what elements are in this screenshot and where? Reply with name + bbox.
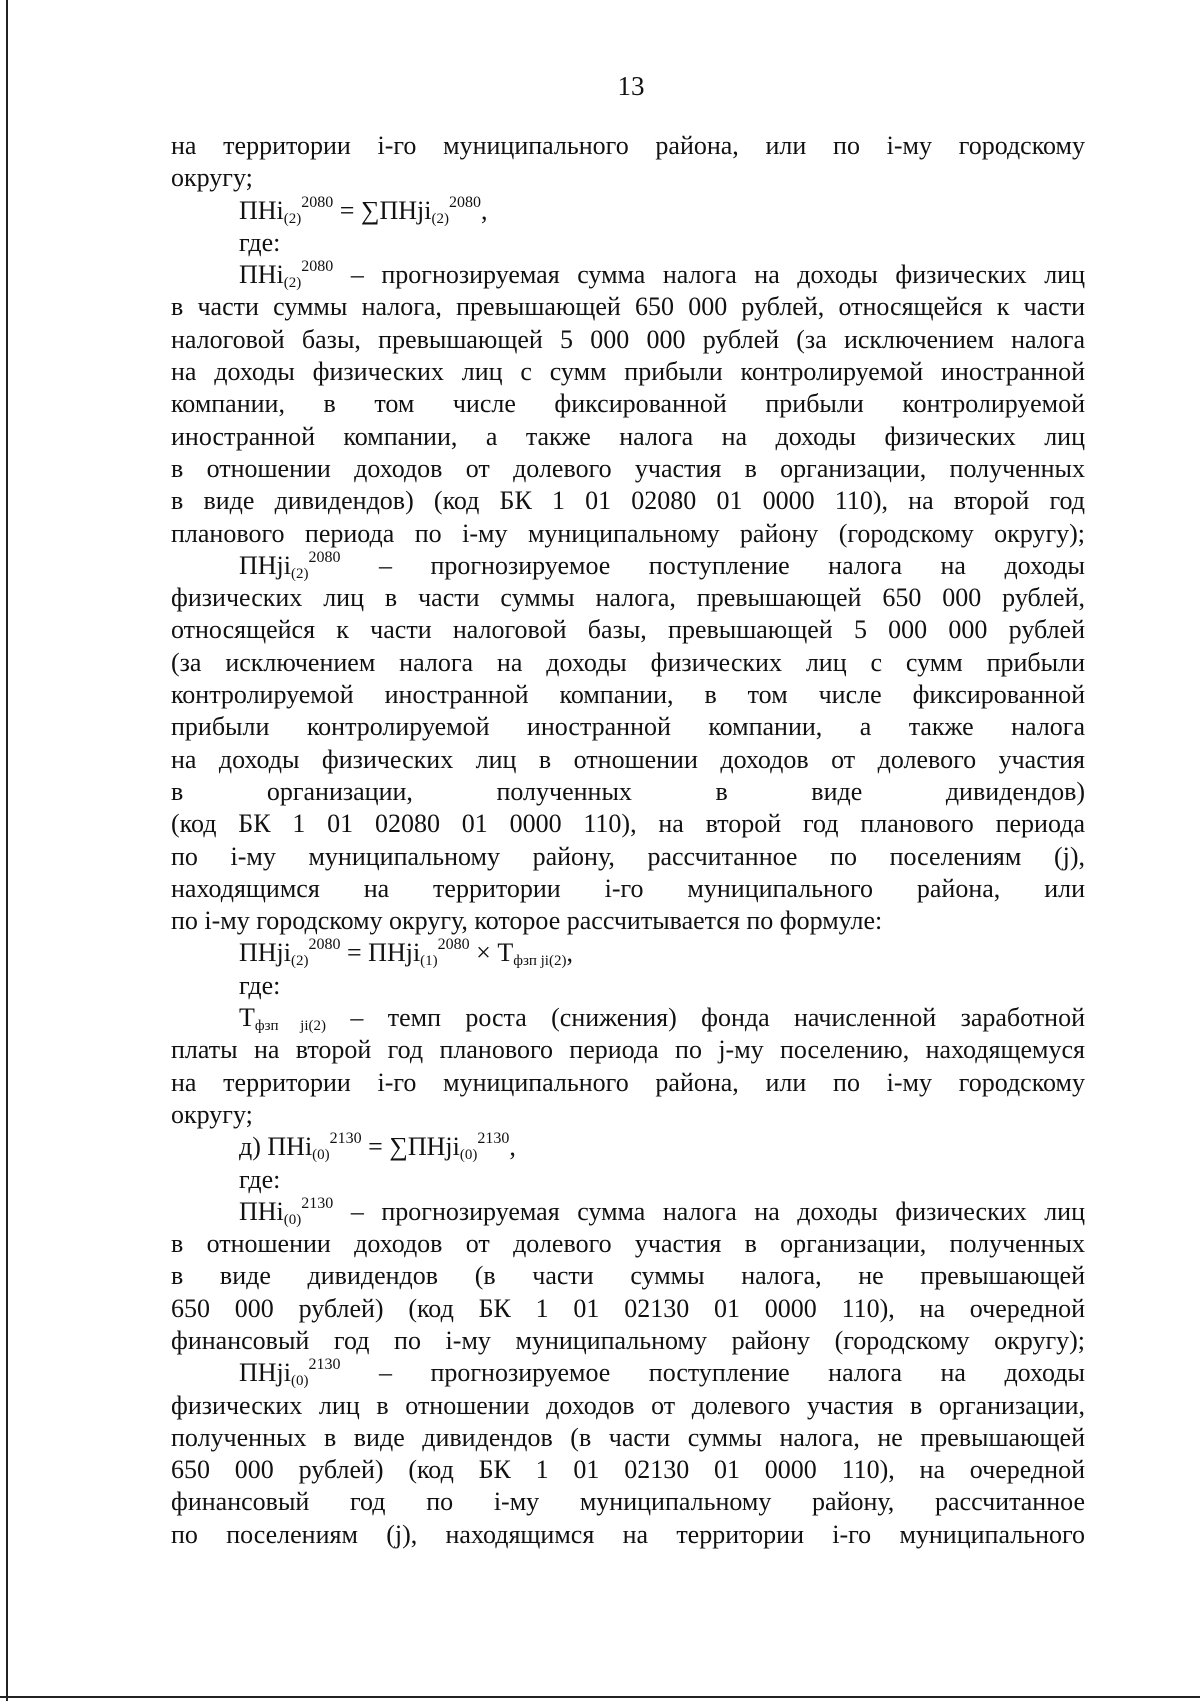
text-line: находящимся на территории i-го муниципального района, или (171, 873, 1085, 903)
text-line: в виде дивидендов (в части суммы налога, не превышающей (171, 1261, 1085, 1291)
text-line: иностранной компании, а также налога на доходы физических лиц (171, 421, 1085, 451)
text-line: ПНi$_{(2)}^{2080}$ – прогнозируемая сумма налога на доходы физических лиц (239, 259, 1085, 292)
text-line: платы на второй год планового периода по j-му поселению, находящемуся (171, 1035, 1085, 1065)
text-line: ПНi$_{(0)}^{2130}$ – прогнозируемая сумма налога на доходы физических лиц (239, 1195, 1085, 1228)
text-line: ПНji$_{(2)}^{2080}$ = ПНji$_{(1)}^{2080}$ × $Т_{фзп ji(2)}$, (239, 937, 573, 970)
text-line: налоговой базы, превышающей 5 000 000 рублей (за исключением налога (171, 324, 1085, 354)
text-line: в отношении доходов от долевого участия в организации, полученных (171, 453, 1085, 483)
text-line: по поселениям (j), находящимся на территории i-го муниципального (171, 1519, 1085, 1549)
text-line: где: (239, 970, 281, 1000)
text-line: полученных в виде дивидендов (в части суммы налога, не превышающей (171, 1422, 1085, 1452)
text-line: округу; (171, 163, 253, 193)
scan-border-bottom (0, 1696, 1200, 1698)
text-line: физических лиц в отношении доходов от долевого участия в организации, (171, 1390, 1085, 1420)
text-line: на территории i-го муниципального района, или по i-му городскому (171, 131, 1085, 160)
page-number: 13 (617, 71, 645, 101)
text-line: на доходы физических лиц в отношении доходов от долевого участия (171, 744, 1085, 774)
text-line: где: (239, 1164, 281, 1194)
text-line: финансовый год по i-му муниципальному району (городскому округу); (171, 1325, 1085, 1355)
text-line: прибыли контролируемой иностранной компании, а также налога (171, 712, 1085, 742)
text-line: по i-му городскому округу, которое рассчитывается по формуле: (171, 906, 883, 936)
text-line: в виде дивидендов) (код БК 1 01 02080 01 0000 110), на второй год (171, 486, 1085, 516)
text-line: компании, в том числе фиксированной прибыли контролируемой (171, 389, 1085, 419)
text-line: где: (239, 227, 281, 257)
text-line: (код БК 1 01 02080 01 0000 110), на второй год планового периода (171, 809, 1085, 839)
scan-border-left (6, 0, 8, 1701)
text-line: округу; (171, 1099, 253, 1129)
text-line: д) ПНi$_{(0)}^{2130}$ = ∑ПНji$_{(0)}^{2130}$, (239, 1131, 516, 1164)
text-line: финансовый год по i-му муниципальному району, рассчитанное (171, 1487, 1085, 1517)
text-line: $Т_{фзп ji(2)}$ – темп роста (снижения) фонда начисленной заработной (239, 1003, 1085, 1035)
text-line: планового периода по i-му муниципальному району (городскому округу); (171, 518, 1085, 548)
text-line: в организации, полученных в виде дивидендов) (171, 776, 1085, 806)
text-line: по i-му муниципальному району, рассчитанное по поселениям (j), (171, 841, 1085, 871)
text-line: 650 000 рублей) (код БК 1 01 02130 01 0000 110), на очередной (171, 1293, 1085, 1323)
text-line: (за исключением налога на доходы физических лиц с сумм прибыли (171, 647, 1085, 677)
text-line: 650 000 рублей) (код БК 1 01 02130 01 0000 110), на очередной (171, 1455, 1085, 1485)
document-body (171, 130, 1085, 1551)
text-line: ПНi$_{(2)}^{2080}$ = ∑ПНji$_{(2)}^{2080}$, (239, 194, 488, 227)
text-line: на территории i-го муниципального района, или по i-му городскому (171, 1067, 1085, 1097)
text-line: физических лиц в части суммы налога, превышающей 650 000 рублей, (171, 583, 1085, 613)
text-line: относящейся к части налоговой базы, превышающей 5 000 000 рублей (171, 615, 1085, 645)
text-line: в части суммы налога, превышающей 650 000 рублей, относящейся к части (171, 292, 1085, 322)
text-line: контролируемой иностранной компании, в том числе фиксированной (171, 680, 1085, 710)
text-line: ПНji$_{(2)}^{2080}$ – прогнозируемое поступление налога на доходы (239, 549, 1085, 582)
text-line: ПНji$_{(0)}^{2130}$ – прогнозируемое поступление налога на доходы (239, 1357, 1085, 1390)
text-line: на доходы физических лиц с сумм прибыли контролируемой иностранной (171, 357, 1085, 387)
text-line: в отношении доходов от долевого участия в организации, полученных (171, 1229, 1085, 1259)
